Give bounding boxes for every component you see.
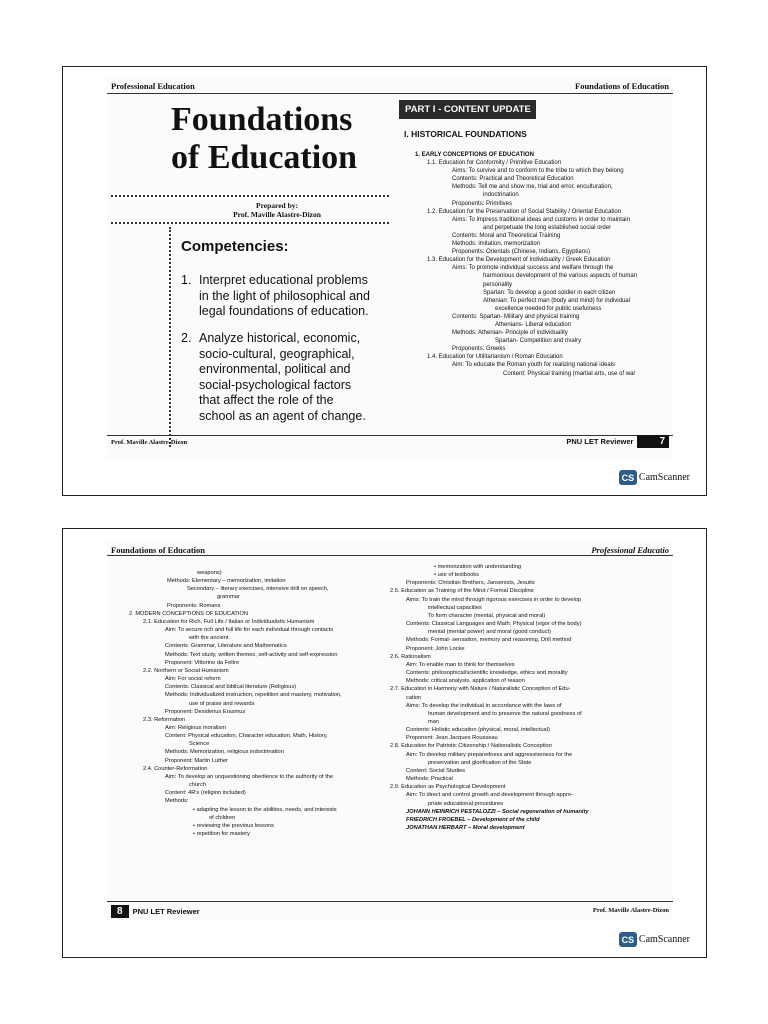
outline-line: grammar	[217, 594, 240, 601]
competency-line: that affect the role of the	[199, 393, 334, 407]
outline-line: 1. EARLY CONCEPTIONS OF EDUCATION	[415, 152, 534, 158]
outline-line: Spartan- Competition and rivalry	[495, 338, 582, 345]
outline-line: 2.7. Education in Harmony with Nature / Naturalistic Conception of Edu-	[390, 686, 571, 693]
outline-line: Spartan: To develop a good soldier in each citizen	[483, 289, 616, 296]
footer-rule	[107, 901, 673, 902]
page-title	[171, 101, 357, 177]
outline-line: Aims: To survive and to conform to the tribe to which they belong	[452, 168, 624, 175]
outline-line: Proponents: Romans	[167, 602, 221, 609]
outline-line: harmonious development of the various aspects of human	[483, 273, 638, 280]
outline-line: Aim: For social reform	[165, 676, 221, 683]
title-line-2: of Education	[171, 139, 358, 176]
outline-line: Science	[189, 741, 210, 748]
page-2-scan	[107, 541, 673, 921]
reviewer-label: PNU LET Reviewer	[132, 907, 200, 916]
competency-item	[181, 273, 386, 320]
reviewer-label: PNU LET Reviewer	[566, 437, 634, 446]
competency-line: Interpret educational problems	[199, 273, 368, 287]
outline-line: Athenian: To perfect man (body and mind) for individual	[483, 297, 630, 304]
camscanner-label: CamScanner	[638, 472, 690, 483]
competency-line: school as an agent of change.	[199, 408, 366, 423]
outline-line: Methods: Elementary – memorization, imitation	[167, 578, 286, 585]
outline-line: Aim: To secure rich and full life for each individual through contacts	[165, 627, 334, 634]
dotted-divider	[111, 222, 389, 224]
outline-line: Contents: Grammar, Literature and Mathematics	[165, 643, 287, 650]
outline-line: Content: Social Studies	[406, 767, 466, 774]
competency-line: Analyze historical, economic,	[199, 331, 361, 345]
outline-line: Aims: To train the mind through rigorous exercises in order to develop	[406, 596, 582, 603]
outline-line: FRIEDRICH FROEBEL – Development of the child	[406, 816, 540, 823]
camscanner-watermark	[619, 932, 690, 947]
outline-line: Methods: imitation, memorization	[452, 241, 541, 248]
author-name: Prof. Maville Alastre-Dizon	[233, 210, 321, 219]
running-header-left: Professional Education	[111, 81, 195, 91]
footer-reviewer	[111, 905, 200, 918]
scanned-page-2	[62, 528, 707, 958]
bullet-item: • repetition for mastery	[193, 831, 250, 837]
outline-line: Contents: Classical and biblical literature (Religious)	[165, 684, 297, 691]
running-header-right: Professional Educatio	[591, 545, 669, 555]
section-heading: I. HISTORICAL FOUNDATIONS	[404, 129, 527, 139]
bullet-item: • reviewing the previous lessons	[193, 822, 275, 829]
footer-author: Prof. Maville Alastre-Dizon	[111, 439, 188, 446]
outline-line: Contents: philosophical/scientific knowledge, ethics and morality	[406, 670, 568, 677]
dotted-divider	[111, 195, 389, 197]
competency-number: 2.	[181, 331, 192, 345]
outline-line: 2.9. Education as Psychological Development	[390, 784, 506, 791]
outline-line: 2.2. Northern or Social Humanism	[143, 667, 229, 674]
outline-list	[399, 151, 671, 378]
outline-line: Aims: To impress traditional ideas and customs in order to maintain	[452, 216, 630, 223]
outline-line: Aim: To direct and control growth and development through appro-	[406, 792, 573, 799]
page-1-scan	[107, 77, 673, 459]
outline-line: church	[189, 782, 207, 789]
part-banner: PART I - CONTENT UPDATE	[399, 100, 536, 119]
outline-line: Aims: To develop the individual in accordance with the laws of	[406, 702, 562, 709]
competency-line: legal foundations of education.	[199, 304, 369, 318]
outline-line: 2. MODERN CONCEPTIONS OF EDUCATION	[129, 610, 249, 617]
competencies-heading: Competencies:	[181, 238, 289, 255]
camscanner-watermark	[619, 470, 690, 485]
outline-line: 1.2. Education for the Preservation of Social Stability / Oriental Education	[427, 208, 622, 215]
outline-line: 1.4. Education for Utilitarianism / Roman Education	[427, 354, 563, 361]
outline-line: JOHANN HEINRICH PESTALOZZI – Social regeneration of humanity	[406, 808, 589, 815]
outline-line: man	[428, 718, 440, 725]
competency-item	[181, 331, 386, 424]
outline-line: 2.1. Education for Rich, Full Life / Italian or Individualistic Humanism	[143, 618, 315, 625]
outline-line: 1.3. Education for the Development of Individuality / Greek Education	[427, 257, 611, 264]
outline-line: weapons)	[197, 570, 222, 576]
outline-line: 2.5. Education as Training of the Mind / Formal Discipline	[390, 588, 534, 595]
outline-line: Contents: Practical and Theoretical Education	[452, 176, 574, 183]
title-line-1: Foundations	[171, 101, 353, 138]
outline-line: 2.3. Reformation	[143, 716, 186, 723]
page-number: 7	[637, 435, 669, 448]
outline-line: Methods: Athenian- Principle of individuality	[452, 330, 568, 337]
outline-line: of children	[209, 814, 236, 821]
outline-line: Proponent: Vittorino da Feltre	[165, 659, 240, 666]
outline-line: Contents: Holistic education (physical, moral, intellectual)	[406, 727, 550, 734]
outline-line: Proponents: Primitives	[452, 200, 513, 207]
outline-line: Aim: To enable man to think for themselves	[406, 661, 515, 668]
outline-line: Methods: Tell me and show me, trial and error, enculturation,	[452, 184, 613, 191]
outline-line: mental (mental power) and moral (good conduct)	[428, 629, 551, 636]
competency-line: environmental, political and	[199, 362, 351, 376]
outline-line: excellence needed for public usefulness	[495, 305, 602, 312]
outline-line: intellectual capacities	[428, 604, 482, 611]
outline-line: Contents: Classical Languages and Math; Physical (vigor of the body)	[406, 621, 582, 628]
competency-line: social-psychological factors	[199, 377, 352, 392]
outline-line: Athenians- Liberal education	[495, 321, 572, 328]
header-rule	[107, 555, 673, 556]
outline-line: with the ancient	[189, 635, 229, 642]
outline-line: 2.8. Education for Patriotic Citizenship / Nationalistic Conception	[390, 743, 552, 750]
outline-line: 2.6. Rationalism	[390, 653, 431, 660]
footer-author: Prof. Maville Alastre-Dizon	[592, 907, 669, 914]
outline-line: Methods: Formal- sensation, memory and reasoning, Drill method	[406, 637, 572, 644]
running-header-right: Foundations of Education	[575, 81, 669, 91]
camscanner-icon: CS	[619, 470, 637, 485]
outline-line: Proponent: Martin Luther	[165, 757, 228, 764]
page-number: 8	[111, 905, 129, 918]
competency-number: 1.	[181, 273, 192, 287]
header-rule	[107, 93, 673, 94]
outline-line: Proponent: Desiderius Erasmus	[165, 708, 246, 715]
footer-reviewer	[566, 435, 669, 448]
outline-line: and perpetuate the long established social order	[483, 224, 612, 231]
outline-line: Aim: To develop military preparedness and aggressiveness for the	[406, 751, 573, 758]
outline-line: Content: Physical education, Character education. Math, History,	[165, 733, 328, 740]
outline-line: priate educational procedures	[428, 800, 503, 807]
running-header-left: Foundations of Education	[111, 545, 205, 555]
outline-line: Aim: To develop an unquestioning obedience to the authority of the	[165, 773, 334, 780]
outline-line: personality	[483, 281, 513, 288]
outline-line: 2.4. Counter-Reformation	[143, 765, 208, 772]
outline-line: Proponents: Christian Brothers, Jansenists, Jesuits	[406, 580, 535, 587]
dotted-vertical-divider	[169, 227, 171, 447]
scanned-page-1	[62, 66, 707, 496]
outline-line: indoctrination	[483, 192, 519, 199]
outline-line: Methods: Practical	[406, 776, 453, 783]
outline-line: Content: 4R's (religion included)	[165, 790, 246, 797]
outline-line: Methods:	[165, 798, 189, 805]
outline-line: Methods: critical analysis, application of reason	[406, 678, 525, 685]
bullet-item: • adapting the lesson to the abilities, needs, and interests	[193, 806, 337, 813]
competency-line: socio-cultural, geographical,	[199, 346, 355, 361]
outline-line: Aim: To educate the Roman youth for realizing national ideals	[452, 362, 615, 369]
outline-line: To form character (mental, physical and moral)	[428, 612, 546, 619]
prepared-by-label: Prepared by:	[255, 201, 298, 210]
bullet-item: • memorization with understanding	[434, 564, 522, 570]
outline-line: Contents: Moral and Theoretical Training	[452, 232, 561, 239]
outline-line: human development and to preserve the natural goodness of	[428, 710, 582, 717]
bullet-item: • use of textbooks	[434, 572, 479, 579]
outline-line: Contents: Spartan- Military and physical training	[452, 313, 580, 320]
left-column	[127, 569, 389, 838]
competency-line: in the light of philosophical and	[199, 288, 370, 303]
outline-line: Methods: Individualized instruction, repetition and mastery, motivation,	[165, 692, 342, 699]
right-column	[390, 563, 670, 832]
outline-line: JONATHAN HERBART – Moral development	[406, 825, 525, 831]
camscanner-label: CamScanner	[638, 934, 690, 945]
outline-line: Methods: Text study, written themes, self-activity and self-expression	[165, 651, 338, 658]
outline-line: Content: Physical training (martial arts, use of war	[503, 370, 636, 377]
outline-line: 1.1. Education for Conformity / Primitive Education	[427, 160, 562, 167]
outline-line: cation	[406, 694, 422, 701]
camscanner-icon: CS	[619, 932, 637, 947]
outline-line: Secondary – literary exercises, intensive drill on speech,	[187, 586, 329, 593]
outline-line: Proponent: John Locke	[406, 645, 465, 652]
outline-line: Proponents: Orientals (Chinese, Indians, Egyptians)	[452, 249, 591, 256]
outline-line: Methods: Memorization, religious indoctrination	[165, 749, 284, 756]
outline-line: Aims: To promote individual success and welfare through the	[452, 265, 614, 272]
outline-line: Proponents: Greeks	[452, 346, 506, 353]
outline-line: use of praise and rewards	[189, 700, 255, 707]
outline-line: preservation and glorification of the State	[428, 759, 532, 766]
outline-line: Aim: Religious moralism	[165, 724, 226, 731]
outline-line: Proponent: Jean Jacques Rousseau	[406, 735, 498, 742]
